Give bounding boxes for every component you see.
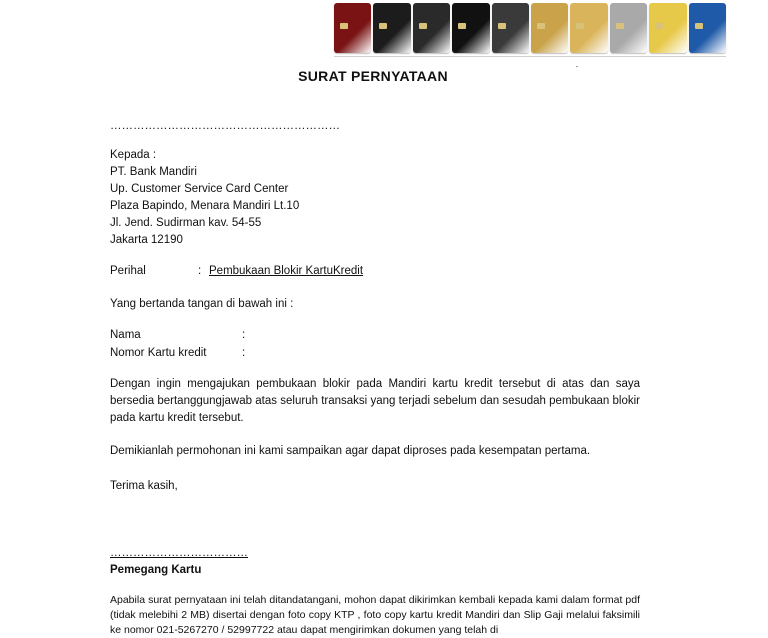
closing-text: Terima kasih,	[110, 480, 178, 492]
recipient-line: Plaza Bapindo, Menara Mandiri Lt.10	[110, 200, 300, 212]
header-mark	[576, 66, 578, 67]
subject-value: Pembukaan Blokir KartuKredit	[209, 265, 364, 277]
recipient-line: Jl. Jend. Sudirman kav. 54-55	[110, 217, 262, 229]
credit-card-image	[610, 3, 647, 53]
credit-card-image	[373, 3, 410, 53]
card-chip-icon	[576, 23, 584, 29]
credit-card-image	[689, 3, 726, 53]
credit-card-image	[413, 3, 450, 53]
document-title: SURAT PERNYATAAN	[298, 68, 448, 84]
field-colon-name: :	[242, 329, 246, 341]
credit-card-image	[531, 3, 568, 53]
card-chip-icon	[616, 23, 624, 29]
header-divider	[334, 56, 726, 57]
field-label-name: Nama	[110, 329, 141, 341]
intro-text: Yang bertanda tangan di bawah ini :	[110, 298, 294, 310]
signature-label: Pemegang Kartu	[110, 564, 202, 576]
recipient-line: Jakarta 12190	[110, 234, 183, 246]
body-paragraph: Dengan ingin mengajukan pembukaan blokir pada Mandiri kartu kredit tersebut di atas dan saya bersedia bertanggungjawab atas seluruh transaksi yang terjadi sebelum dan sesudah pembukaan blokir pada kartu kredit tersebut.	[110, 378, 640, 424]
credit-card-image	[649, 3, 686, 53]
signature-line: ………………………………	[110, 547, 248, 559]
recipient-line: Kepada :	[110, 149, 157, 161]
credit-card-banner	[334, 3, 726, 55]
card-chip-icon	[379, 23, 387, 29]
footer-note: Apabila surat pernyataan ini telah ditandatangani, mohon dapat dikirimkan kembali kepada kami dalam format pdf (tidak melebihi 2 MB) disertai dengan foto copy KTP , foto copy kartu kredit Mandiri dan Slip Gaji melalui faksimili ke nomor 021-5267270 / 52997722 atau dapat mengirimkan dokumen yang telah di	[110, 594, 640, 636]
credit-card-image	[570, 3, 607, 53]
date-line: ……………………………………………………	[110, 120, 340, 132]
card-chip-icon	[419, 23, 427, 29]
recipient-line: PT. Bank Mandiri	[110, 166, 197, 178]
card-chip-icon	[340, 23, 348, 29]
card-chip-icon	[537, 23, 545, 29]
field-colon-card-number: :	[242, 347, 246, 359]
card-chip-icon	[458, 23, 466, 29]
body-paragraph: Demikianlah permohonan ini kami sampaikan agar dapat diproses pada kesempatan pertama.	[110, 445, 591, 457]
card-chip-icon	[498, 23, 506, 29]
recipient-line: Up. Customer Service Card Center	[110, 183, 289, 195]
card-chip-icon	[655, 23, 663, 29]
credit-card-image	[492, 3, 529, 53]
subject-label: Perihal	[110, 265, 146, 277]
credit-card-image	[334, 3, 371, 53]
card-chip-icon	[695, 23, 703, 29]
subject-colon: :	[198, 265, 202, 277]
field-label-card-number: Nomor Kartu kredit	[110, 347, 207, 359]
credit-card-image	[452, 3, 489, 53]
